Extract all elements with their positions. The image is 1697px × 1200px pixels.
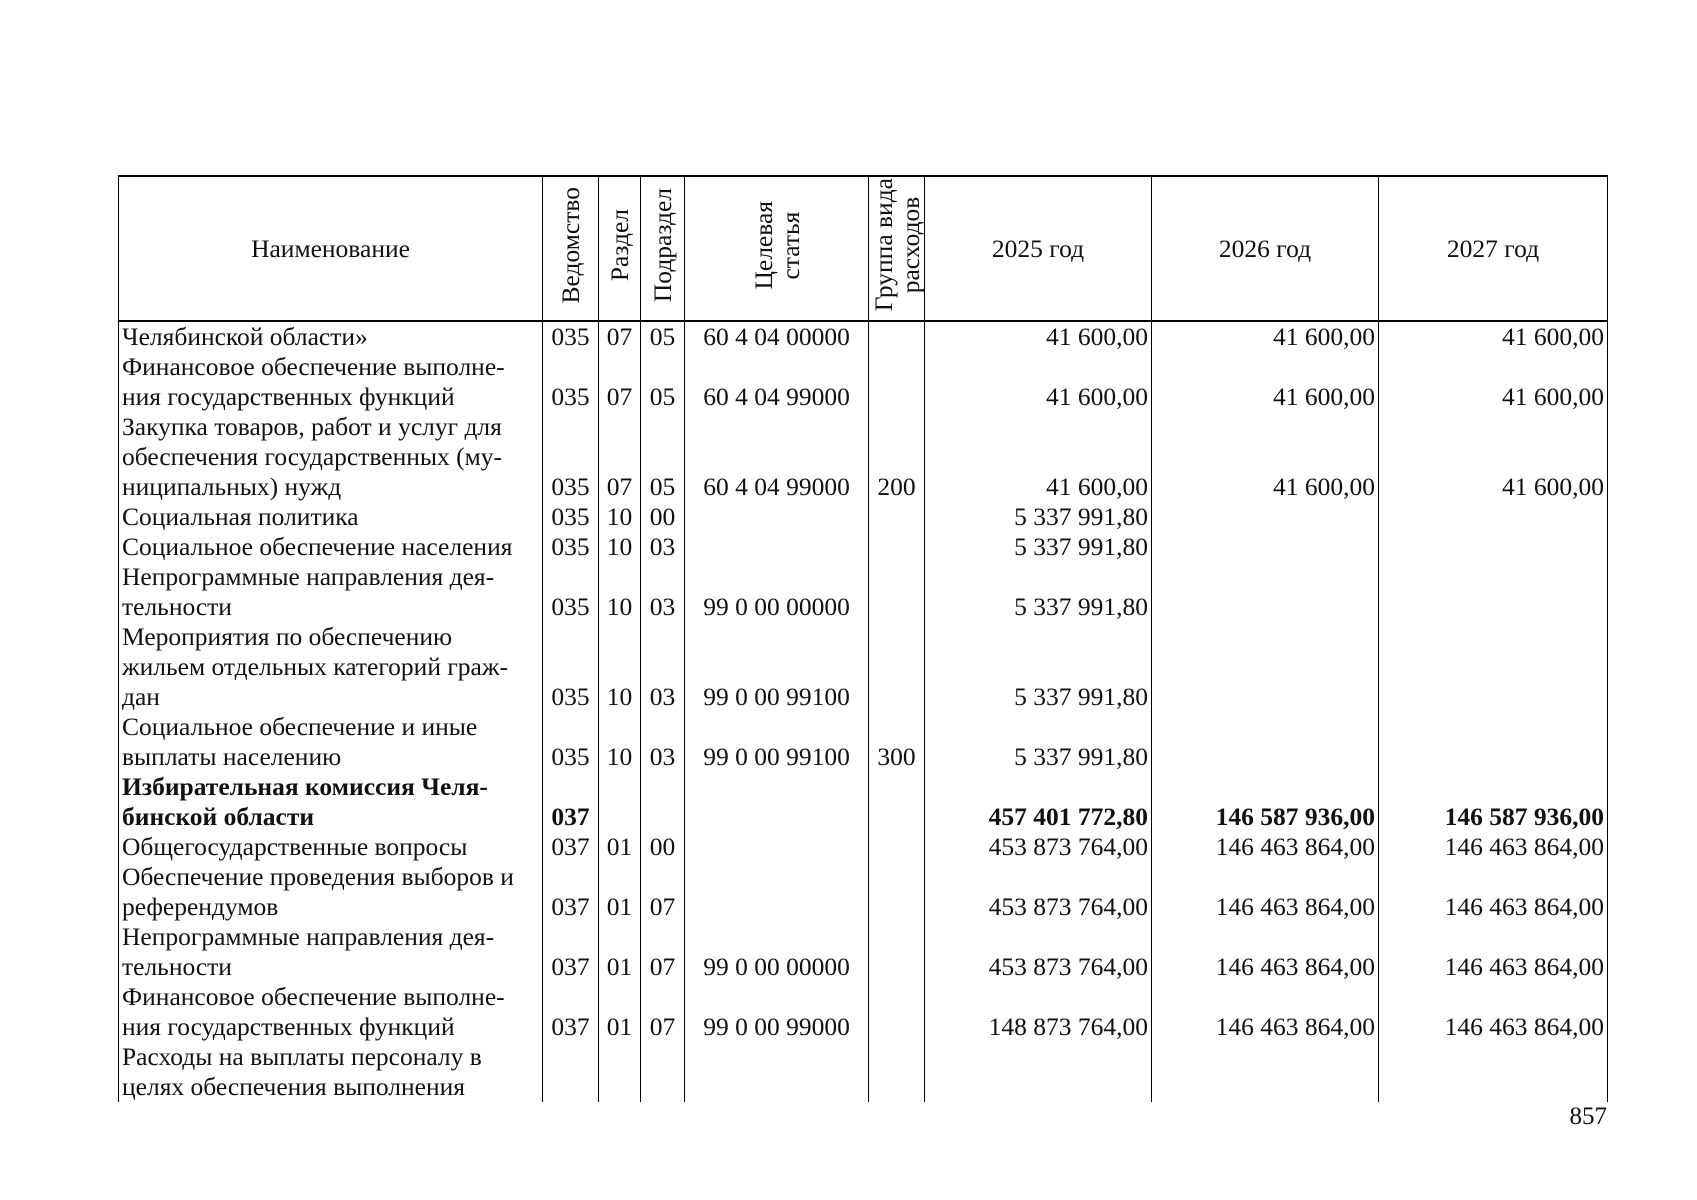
cell-razdel: 01 bbox=[599, 982, 641, 1042]
table-row bbox=[119, 712, 1608, 772]
table-row bbox=[119, 412, 1608, 502]
cell-podrazdel: 03 bbox=[641, 532, 685, 562]
cell-expense-group bbox=[869, 562, 925, 622]
cell-amount-2025: 453 873 764,00 bbox=[925, 862, 1152, 922]
header-year-2025: 2025 год bbox=[925, 176, 1152, 321]
cell-podrazdel: 00 bbox=[641, 502, 685, 532]
cell-amount-2026: 41 600,00 bbox=[1152, 321, 1379, 352]
cell-name: Закупка товаров, работ и услуг для обеспечения государственных (му- ниципальных) нужд bbox=[119, 412, 543, 502]
cell-name: Непрограммные направления дея- тельности bbox=[119, 922, 543, 982]
table-row bbox=[119, 622, 1608, 712]
cell-target-article bbox=[685, 772, 869, 832]
cell-vedomstvo: 035 bbox=[543, 622, 599, 712]
cell-amount-2025: 457 401 772,80 bbox=[925, 772, 1152, 832]
cell-amount-2026 bbox=[1152, 562, 1379, 622]
cell-razdel: 10 bbox=[599, 502, 641, 532]
cell-expense-group bbox=[869, 832, 925, 862]
cell-amount-2027: 146 463 864,00 bbox=[1379, 982, 1608, 1042]
cell-razdel: 01 bbox=[599, 862, 641, 922]
cell-amount-2026: 146 463 864,00 bbox=[1152, 832, 1379, 862]
table-row bbox=[119, 502, 1608, 532]
cell-target-article: 99 0 00 99100 bbox=[685, 712, 869, 772]
cell-razdel: 01 bbox=[599, 832, 641, 862]
cell-vedomstvo: 035 bbox=[543, 712, 599, 772]
cell-amount-2025: 5 337 991,80 bbox=[925, 712, 1152, 772]
cell-amount-2026 bbox=[1152, 502, 1379, 532]
cell-razdel: 01 bbox=[599, 922, 641, 982]
cell-podrazdel: 07 bbox=[641, 862, 685, 922]
cell-razdel: 10 bbox=[599, 562, 641, 622]
cell-amount-2025: 5 337 991,80 bbox=[925, 532, 1152, 562]
header-target-article: Целевая статья bbox=[685, 176, 869, 321]
cell-amount-2026 bbox=[1152, 1042, 1379, 1102]
cell-amount-2025: 453 873 764,00 bbox=[925, 832, 1152, 862]
cell-target-article: 60 4 04 99000 bbox=[685, 352, 869, 412]
cell-vedomstvo: 037 bbox=[543, 922, 599, 982]
cell-expense-group bbox=[869, 352, 925, 412]
header-year-2027: 2027 год bbox=[1379, 176, 1608, 321]
cell-podrazdel: 05 bbox=[641, 352, 685, 412]
cell-razdel: 07 bbox=[599, 352, 641, 412]
cell-amount-2025: 5 337 991,80 bbox=[925, 502, 1152, 532]
cell-name: Социальное обеспечение и иные выплаты населению bbox=[119, 712, 543, 772]
table-row bbox=[119, 832, 1608, 862]
header-razdel: Раздел bbox=[599, 176, 641, 321]
cell-amount-2026: 146 463 864,00 bbox=[1152, 862, 1379, 922]
cell-amount-2026: 41 600,00 bbox=[1152, 412, 1379, 502]
cell-podrazdel: 05 bbox=[641, 321, 685, 352]
cell-name: Обеспечение проведения выборов и референдумов bbox=[119, 862, 543, 922]
cell-amount-2027 bbox=[1379, 1042, 1608, 1102]
table-row bbox=[119, 922, 1608, 982]
cell-target-article: 60 4 04 99000 bbox=[685, 412, 869, 502]
cell-vedomstvo: 037 bbox=[543, 862, 599, 922]
cell-amount-2025: 148 873 764,00 bbox=[925, 982, 1152, 1042]
cell-amount-2027 bbox=[1379, 502, 1608, 532]
cell-target-article bbox=[685, 1042, 869, 1102]
header-expense-group: Группа вида расходов bbox=[869, 176, 925, 321]
cell-amount-2025: 41 600,00 bbox=[925, 321, 1152, 352]
cell-vedomstvo: 035 bbox=[543, 352, 599, 412]
header-year-2026: 2026 год bbox=[1152, 176, 1379, 321]
cell-name: Мероприятия по обеспечению жильем отдельных категорий граж- дан bbox=[119, 622, 543, 712]
cell-amount-2025: 453 873 764,00 bbox=[925, 922, 1152, 982]
cell-vedomstvo: 035 bbox=[543, 412, 599, 502]
cell-vedomstvo bbox=[543, 1042, 599, 1102]
cell-expense-group bbox=[869, 862, 925, 922]
table-row bbox=[119, 562, 1608, 622]
cell-razdel: 10 bbox=[599, 532, 641, 562]
cell-expense-group bbox=[869, 772, 925, 832]
table-row bbox=[119, 1042, 1608, 1102]
cell-target-article: 99 0 00 00000 bbox=[685, 922, 869, 982]
cell-razdel: 07 bbox=[599, 321, 641, 352]
cell-target-article bbox=[685, 502, 869, 532]
cell-razdel: 10 bbox=[599, 712, 641, 772]
cell-name: Социальная политика bbox=[119, 502, 543, 532]
cell-razdel bbox=[599, 772, 641, 832]
cell-podrazdel bbox=[641, 772, 685, 832]
cell-name: Общегосударственные вопросы bbox=[119, 832, 543, 862]
budget-table bbox=[118, 175, 1608, 1102]
cell-vedomstvo: 035 bbox=[543, 502, 599, 532]
cell-name: Челябинской области» bbox=[119, 321, 543, 352]
cell-expense-group bbox=[869, 502, 925, 532]
table-row bbox=[119, 772, 1608, 832]
cell-name: Избирательная комиссия Челя- бинской области bbox=[119, 772, 543, 832]
table-row bbox=[119, 352, 1608, 412]
cell-amount-2026: 146 463 864,00 bbox=[1152, 982, 1379, 1042]
cell-name: Финансовое обеспечение выполне- ния государственных функций bbox=[119, 982, 543, 1042]
header-name: Наименование bbox=[119, 176, 543, 321]
cell-amount-2026: 41 600,00 bbox=[1152, 352, 1379, 412]
cell-amount-2027: 146 463 864,00 bbox=[1379, 832, 1608, 862]
cell-name: Социальное обеспечение населения bbox=[119, 532, 543, 562]
cell-expense-group: 200 bbox=[869, 412, 925, 502]
cell-expense-group bbox=[869, 922, 925, 982]
cell-expense-group bbox=[869, 532, 925, 562]
cell-expense-group bbox=[869, 622, 925, 712]
cell-amount-2025: 5 337 991,80 bbox=[925, 622, 1152, 712]
cell-vedomstvo: 035 bbox=[543, 321, 599, 352]
cell-amount-2027 bbox=[1379, 532, 1608, 562]
cell-amount-2025: 41 600,00 bbox=[925, 352, 1152, 412]
cell-amount-2027 bbox=[1379, 562, 1608, 622]
cell-expense-group bbox=[869, 1042, 925, 1102]
table-row bbox=[119, 862, 1608, 922]
cell-vedomstvo: 035 bbox=[543, 532, 599, 562]
cell-vedomstvo: 037 bbox=[543, 772, 599, 832]
cell-expense-group bbox=[869, 982, 925, 1042]
cell-podrazdel: 03 bbox=[641, 562, 685, 622]
cell-podrazdel: 03 bbox=[641, 712, 685, 772]
cell-podrazdel: 00 bbox=[641, 832, 685, 862]
cell-target-article bbox=[685, 832, 869, 862]
cell-podrazdel: 03 bbox=[641, 622, 685, 712]
cell-amount-2026: 146 463 864,00 bbox=[1152, 922, 1379, 982]
cell-amount-2027: 41 600,00 bbox=[1379, 352, 1608, 412]
cell-podrazdel: 07 bbox=[641, 922, 685, 982]
cell-amount-2026 bbox=[1152, 622, 1379, 712]
cell-target-article: 60 4 04 00000 bbox=[685, 321, 869, 352]
cell-amount-2027: 41 600,00 bbox=[1379, 412, 1608, 502]
table-row bbox=[119, 321, 1608, 352]
cell-amount-2026: 146 587 936,00 bbox=[1152, 772, 1379, 832]
cell-target-article: 99 0 00 99000 bbox=[685, 982, 869, 1042]
cell-amount-2027: 146 463 864,00 bbox=[1379, 862, 1608, 922]
header-vedomstvo: Ведомство bbox=[543, 176, 599, 321]
cell-target-article: 99 0 00 99100 bbox=[685, 622, 869, 712]
page-number: 857 bbox=[1569, 1103, 1607, 1130]
table-row bbox=[119, 982, 1608, 1042]
header-podrazdel: Подраздел bbox=[641, 176, 685, 321]
cell-target-article bbox=[685, 862, 869, 922]
cell-expense-group bbox=[869, 321, 925, 352]
cell-expense-group: 300 bbox=[869, 712, 925, 772]
cell-vedomstvo: 037 bbox=[543, 832, 599, 862]
cell-amount-2026 bbox=[1152, 712, 1379, 772]
cell-target-article bbox=[685, 532, 869, 562]
header-row bbox=[119, 176, 1608, 321]
cell-target-article: 99 0 00 00000 bbox=[685, 562, 869, 622]
cell-amount-2026 bbox=[1152, 532, 1379, 562]
cell-amount-2025 bbox=[925, 1042, 1152, 1102]
cell-amount-2025: 5 337 991,80 bbox=[925, 562, 1152, 622]
cell-podrazdel bbox=[641, 1042, 685, 1102]
cell-amount-2027: 146 463 864,00 bbox=[1379, 922, 1608, 982]
cell-razdel bbox=[599, 1042, 641, 1102]
cell-amount-2027: 41 600,00 bbox=[1379, 321, 1608, 352]
cell-vedomstvo: 035 bbox=[543, 562, 599, 622]
cell-name: Финансовое обеспечение выполне- ния государственных функций bbox=[119, 352, 543, 412]
cell-amount-2027 bbox=[1379, 622, 1608, 712]
cell-podrazdel: 07 bbox=[641, 982, 685, 1042]
cell-vedomstvo: 037 bbox=[543, 982, 599, 1042]
cell-amount-2027 bbox=[1379, 712, 1608, 772]
cell-razdel: 10 bbox=[599, 622, 641, 712]
cell-name: Непрограммные направления дея- тельности bbox=[119, 562, 543, 622]
cell-amount-2025: 41 600,00 bbox=[925, 412, 1152, 502]
cell-name: Расходы на выплаты персоналу в целях обеспечения выполнения bbox=[119, 1042, 543, 1102]
cell-podrazdel: 05 bbox=[641, 412, 685, 502]
cell-amount-2027: 146 587 936,00 bbox=[1379, 772, 1608, 832]
cell-razdel: 07 bbox=[599, 412, 641, 502]
table-row bbox=[119, 532, 1608, 562]
